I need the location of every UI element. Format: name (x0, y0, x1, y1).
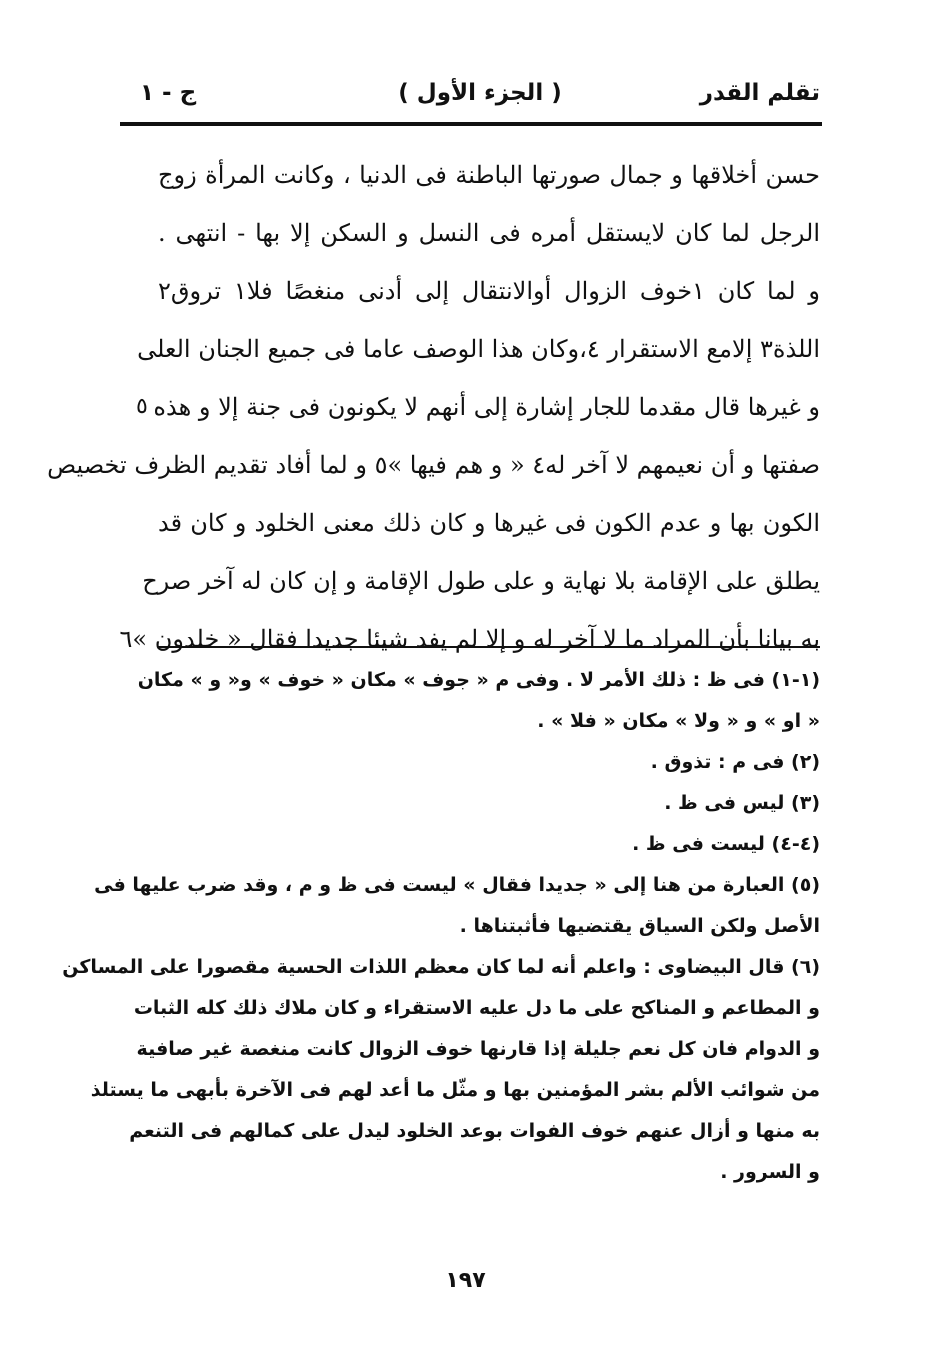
text-line: و غيرها قال مقدما للجار إشارة إلى أنهم لا يكونون فى جنة إلا و هذه (153, 393, 820, 421)
footnote-line: من شوائب الألم بشر المؤمنين بها و مثّل ما أعد لهم فى الآخرة بأبهى ما يستلذ (90, 1079, 820, 1101)
header-volume: ج - ١ (140, 80, 197, 106)
running-header (140, 72, 820, 120)
footnote-line: (٢) فى م : تذوق . (650, 751, 820, 773)
footnotes (62, 660, 820, 1193)
footnote-line: « او » و « ولا » مكان « فلا » . (537, 710, 820, 732)
footnote-line: و السرور . (720, 1161, 820, 1183)
header-book-title: تقلم القدر (699, 80, 820, 106)
header-part-label: ( الجزء الأول ) (398, 80, 562, 106)
footnote-line: و الدوام فان كل نعم جليلة إذا قارنها خوف الزوال كانت منغصة غير صافية (136, 1038, 820, 1060)
text-line: الكون بها و عدم الكون فى غيرها و كان ذلك معنى الخلود و كان قد (158, 509, 820, 537)
footnote-line: به منها و أزال عنهم خوف الفوات بوعد الخلود ليدل على كمالهم فى التنعم (129, 1120, 820, 1142)
footnote-line: الأصل ولكن السياق يقتضيها فأثبتناها . (459, 915, 820, 937)
text-line: الرجل لما كان لايستقل أمره فى النسل و السكن إلا بها - انتهى . (158, 219, 820, 247)
header-rule (120, 122, 822, 126)
text-line: به بيانا بأن المراد ما لا آخر له و إلا لم يفد شيئا جديدا فقال « خلدون »٦ (119, 625, 820, 653)
text-line: صفتها و أن نعيمهم لا آخر له٤ « و هم فيها »٥ و لما أفاد تقديم الظرف تخصيص (47, 451, 820, 479)
text-line: اللذة٣ إلامع الاستقرار ٤،وكان هذا الوصف عاما فى جميع الجنان العلى (137, 335, 820, 363)
page-number: ١٩٧ (445, 1268, 486, 1293)
footnote-line: (٤-٤) ليست فى ظ . (632, 833, 820, 855)
text-line: يطلق على الإقامة بلا نهاية و على طول الإقامة و إن كان له آخر صرح (142, 567, 820, 595)
text-line: و لما كان ١خوف الزوال أوالانتقال إلى أدنى منغصًا فلا١ تروق٢ (158, 277, 820, 305)
footnote-separator (158, 646, 820, 648)
main-text (47, 146, 820, 668)
text-line: حسن أخلاقها و جمال صورتها الباطنة فى الدنيا ، وكانت المرأة زوج (158, 161, 820, 189)
margin-line-number: ٥ (136, 394, 148, 419)
footnote-line: (٣) ليس فى ظ . (664, 792, 820, 814)
footnote-line: و المطاعم و المناكح على ما دل عليه الاستقراء و كان ملاك ذلك كله الثبات (133, 997, 820, 1019)
footnote-line: (٦) قال البيضاوى : واعلم أنه لما كان معظم اللذات الحسية مقصورا على المساكن (62, 956, 820, 978)
numbered-line (136, 378, 820, 436)
footnote-line: (١-١) فى ظ : ذلك الأمر لا . وفى م « جوف » مكان « خوف » و« و » مكان (137, 669, 820, 691)
footnote-line: (٥) العبارة من هنا إلى « جديدا فقال » ليست فى ظ و م ، وقد ضرب عليها فى (94, 874, 820, 896)
